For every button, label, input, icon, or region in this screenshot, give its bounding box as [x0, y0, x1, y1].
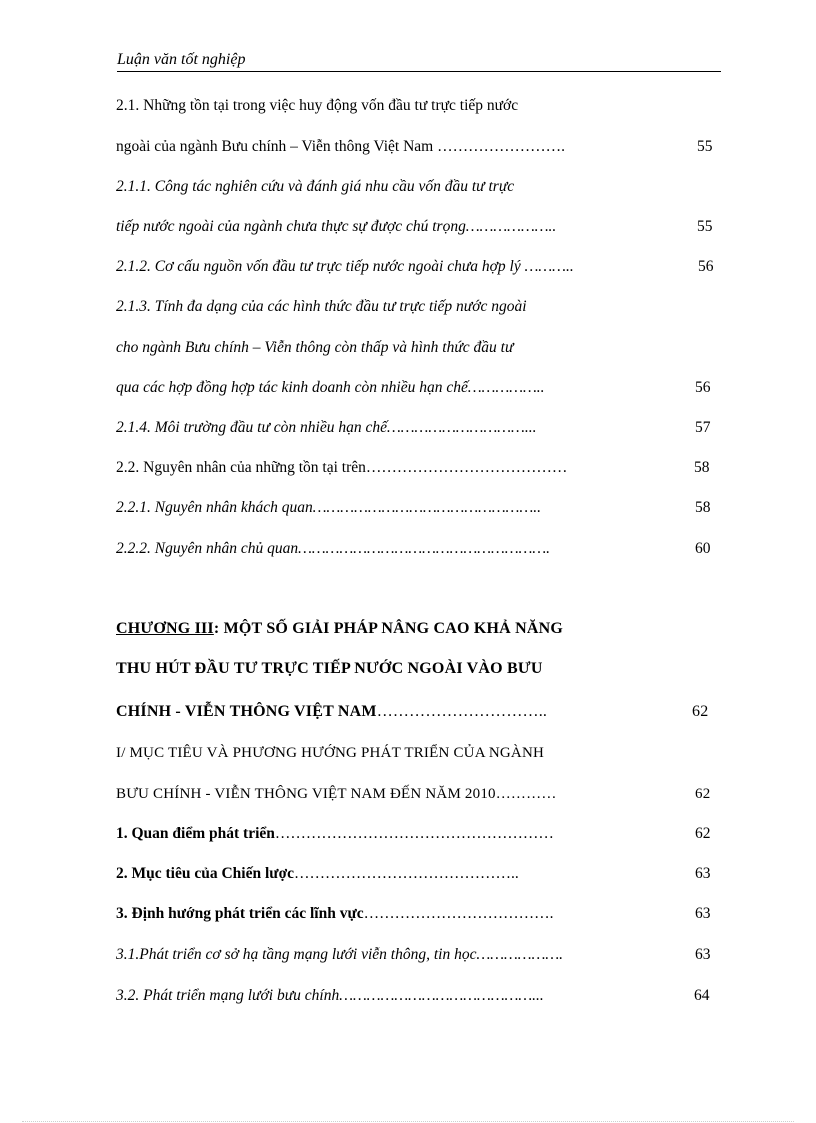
toc-chapter-3-title	[116, 618, 736, 640]
toc-entry-text: tiếp nước ngoài của ngành chưa thực sự được chú trọng………………..	[116, 218, 557, 235]
toc-page-number: 64	[694, 987, 710, 1004]
toc-chapter-3-title-cont2	[116, 701, 736, 723]
toc-entry-3-2	[116, 985, 736, 1007]
toc-entry-text: I/ MỤC TIÊU VÀ PHƯƠNG HƯỚNG PHÁT TRIỂN CỦA NGÀNH	[116, 745, 545, 761]
toc-entry-text	[116, 823, 554, 845]
toc-page-number: 62	[695, 786, 711, 802]
toc-entry-text: 2.1.3. Tính đa dạng của các hình thức đầu tư trực tiếp nước ngoài	[116, 298, 527, 315]
toc-leader-dots: …………………………..	[376, 703, 548, 720]
page-bottom-rule	[22, 1121, 794, 1122]
toc-entry-2-2-1	[116, 497, 736, 519]
toc-page-number: 58	[694, 459, 710, 476]
toc-entry-text	[116, 903, 554, 925]
toc-entry-text: ngoài của ngành Bưu chính – Viễn thông Việt Nam …………………….	[116, 138, 565, 155]
toc-entry-text: BƯU CHÍNH - VIỄN THÔNG VIỆT NAM ĐẾN NĂM 2010…………	[116, 786, 557, 802]
toc-entry-title: 3. Định hướng phát triển các lĩnh vực	[116, 905, 364, 922]
toc-page-number: 62	[695, 825, 711, 842]
toc-entry-2-1-1-cont	[116, 216, 736, 238]
toc-chapter-3-title-cont	[116, 658, 736, 680]
toc-entry-title: 1. Quan điểm phát triển	[116, 825, 275, 842]
toc-entry-2-1-1	[116, 176, 736, 198]
toc-entry-text: 2.1.2. Cơ cấu nguồn vốn đầu tư trực tiếp nước ngoài chưa hợp lý ………..	[116, 258, 574, 275]
toc-leader-dots: ……………………………………..	[294, 865, 519, 882]
toc-entry-text: 3.1.Phát triển cơ sở hạ tầng mạng lưới viễn thông, tin học……………….	[116, 946, 564, 963]
toc-page-number: 63	[695, 865, 711, 882]
toc-entry-2-1-3-cont2	[116, 377, 736, 399]
toc-page-number: 57	[695, 419, 711, 436]
toc-entry-2-1-3	[116, 296, 736, 318]
toc-entry-1	[116, 823, 736, 845]
chapter-title-text: : MỘT SỐ GIẢI PHÁP NÂNG CAO KHẢ NĂNG	[213, 620, 563, 637]
toc-entry-text: 2.1.1. Công tác nghiên cứu và đánh giá nhu cầu vốn đầu tư trực	[116, 178, 515, 195]
toc-entry-2-1-2	[116, 256, 736, 278]
toc-leader-dots: ……………………………….	[363, 905, 554, 922]
chapter-title-text: CHÍNH - VIỄN THÔNG VIỆT NAM	[116, 703, 377, 720]
toc-entry-text	[116, 863, 519, 885]
toc-entry-2-1-4	[116, 417, 736, 439]
toc-page-number: 55	[697, 138, 713, 155]
toc-entry-text	[116, 701, 547, 723]
toc-entry-text: qua các hợp đồng hợp tác kinh doanh còn nhiều hạn chế……………..	[116, 379, 545, 396]
toc-entry-text: 2.2.1. Nguyên nhân khách quan…………………………………………..	[116, 499, 541, 516]
toc-entry-3	[116, 903, 736, 925]
toc-entry-text: 2.2. Nguyên nhân của những tồn tại trên…………………………………	[116, 459, 568, 476]
toc-entry-text	[116, 618, 563, 640]
chapter-label: CHƯƠNG III	[116, 620, 214, 637]
toc-leader-dots: ………………………………………………	[274, 825, 554, 842]
toc-page-number: 55	[697, 218, 713, 235]
toc-entry-2-1-3-cont	[116, 337, 736, 359]
toc-entry-text: 3.2. Phát triển mạng lưới bưu chính……………………………………...	[116, 987, 544, 1004]
toc-page-number: 56	[698, 258, 714, 275]
toc-entry-3-1	[116, 944, 736, 966]
toc-entry-text: 2.1.4. Môi trường đầu tư còn nhiều hạn chế…………………………...	[116, 419, 537, 436]
toc-page-number: 60	[695, 540, 711, 557]
header-title: Luận văn tốt nghiệp	[117, 51, 246, 68]
toc-entry-text: THU HÚT ĐẦU TƯ TRỰC TIẾP NƯỚC NGOÀI VÀO BƯU	[116, 660, 543, 677]
page-header	[117, 50, 721, 72]
toc-entry-2-1	[116, 95, 736, 117]
toc-entry-2-2	[116, 457, 736, 479]
toc-entry-title: 2. Mục tiêu của Chiến lược	[116, 865, 295, 882]
toc-page-number: 56	[695, 379, 711, 396]
toc-page-number: 63	[695, 905, 711, 922]
toc-page-number: 63	[695, 946, 711, 963]
toc-entry-text: cho ngành Bưu chính – Viễn thông còn thấp và hình thức đầu tư	[116, 339, 514, 356]
toc-entry-text: 2.1. Những tồn tại trong việc huy động vốn đầu tư trực tiếp nước	[116, 97, 519, 114]
toc-page-number: 58	[695, 499, 711, 516]
toc-entry-text: 2.2.2. Nguyên nhân chủ quan……………………………………………….	[116, 540, 551, 557]
toc-entry-2-2-2	[116, 538, 736, 560]
toc-page-number: 62	[692, 703, 709, 720]
toc-entry-section-i	[116, 742, 736, 764]
toc-entry-section-i-cont	[116, 783, 736, 805]
toc-entry-2-1-cont	[116, 136, 736, 158]
toc-entry-2	[116, 863, 736, 885]
